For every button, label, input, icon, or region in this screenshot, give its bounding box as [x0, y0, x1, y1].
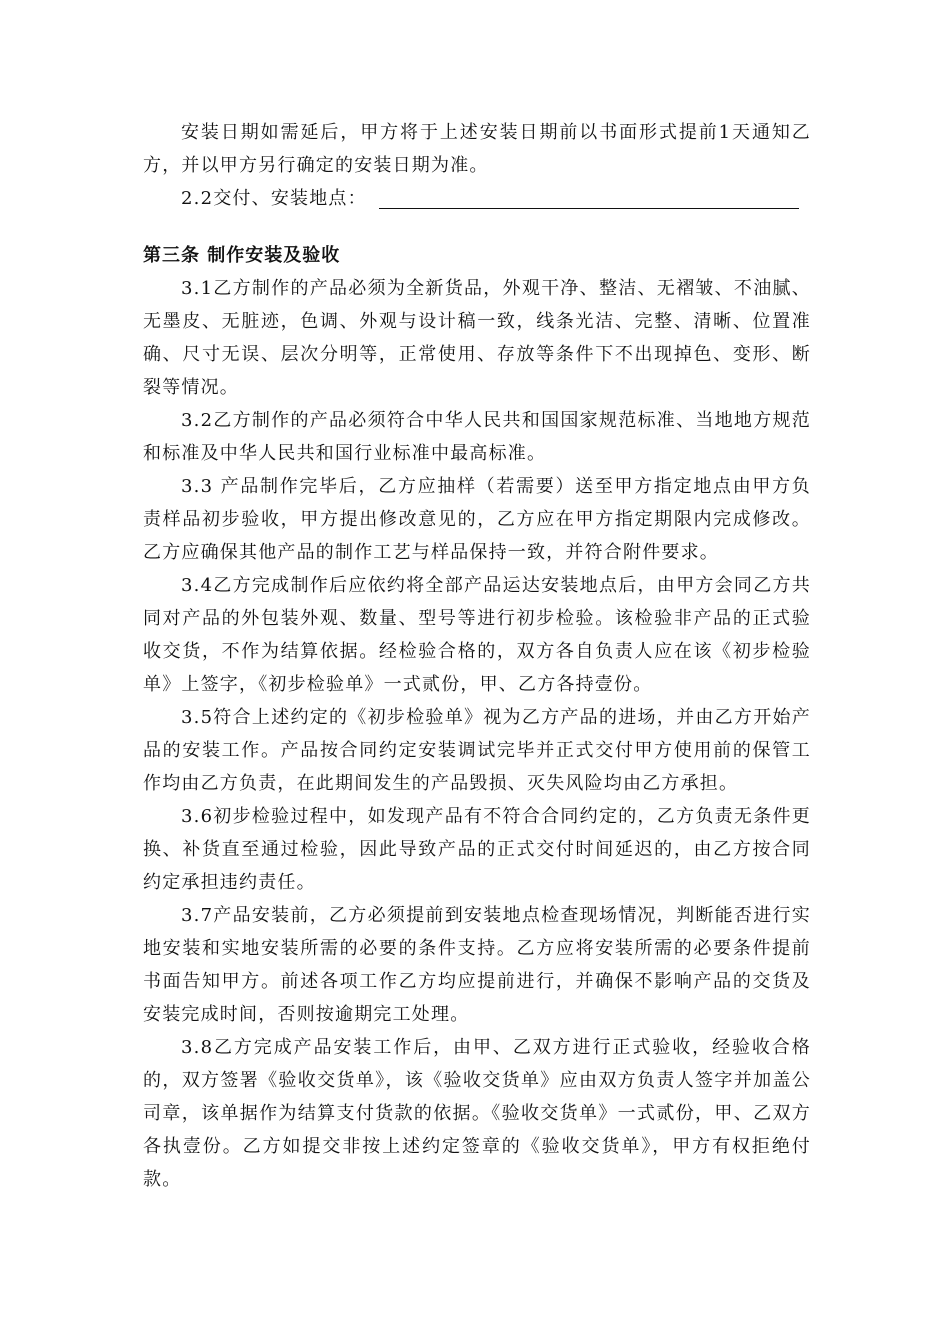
- article-3-heading: 第三条 制作安装及验收: [143, 245, 341, 266]
- clause-3-8: 3.8乙方完成产品安装工作后，由甲、乙双方进行正式验收，经验收合格的，双方签署《验收交货单》，该《验收交货单》应由双方负责人签字并加盖公司章，该单据作为结算支付货款的依据。《验收交货单》一式贰份，甲、乙双方各执壹份。乙方如提交非按上述约定签章的《验收交货单》，甲方有权拒绝付款。: [143, 1037, 811, 1190]
- clause-3-7: 3.7产品安装前，乙方必须提前到安装地点检查现场情况，判断能否进行实地安装和实地安装所需的必要的条件支持。乙方应将安装所需的必要条件提前书面告知甲方。前述各项工作乙方均应提前进行，并确保不影响产品的交货及安装完成时间，否则按逾期完工处理。: [143, 905, 811, 1025]
- document-page: [143, 116, 811, 1196]
- location-label: 2.2交付、安装地点：: [181, 188, 367, 209]
- clause-3-5: 3.5符合上述约定的《初步检验单》视为乙方产品的进场，并由乙方开始产品的安装工作。产品按合同约定安装调试完毕并正式交付甲方使用前的保管工作均由乙方负责，在此期间发生的产品毁损、灭失风险均由乙方承担。: [143, 707, 811, 794]
- clause-3-6: 3.6初步检验过程中，如发现产品有不符合合同约定的，乙方负责无条件更换、补货直至通过检验，因此导致产品的正式交付时间延迟的，由乙方按合同约定承担违约责任。: [143, 806, 811, 893]
- location-row: [143, 182, 811, 215]
- location-blank-line[interactable]: [379, 186, 799, 209]
- delay-paragraph: 安装日期如需延后，甲方将于上述安装日期前以书面形式提前1天通知乙方，并以甲方另行确定的安装日期为准。: [143, 122, 811, 176]
- clause-3-3: 3.3 产品制作完毕后，乙方应抽样（若需要）送至甲方指定地点由甲方负责样品初步验收，甲方提出修改意见的，乙方应在甲方指定期限内完成修改。乙方应确保其他产品的制作工艺与样品保持一致，并符合附件要求。: [143, 476, 811, 563]
- clause-3-4: 3.4乙方完成制作后应依约将全部产品运达安装地点后，由甲方会同乙方共同对产品的外包装外观、数量、型号等进行初步检验。该检验非产品的正式验收交货，不作为结算依据。经检验合格的，双方各自负责人应在该《初步检验单》上签字，《初步检验单》一式贰份，甲、乙方各持壹份。: [143, 575, 811, 695]
- clause-3-2: 3.2乙方制作的产品必须符合中华人民共和国国家规范标准、当地地方规范和标准及中华人民共和国行业标准中最高标准。: [143, 410, 811, 464]
- clause-3-1: 3.1乙方制作的产品必须为全新货品，外观干净、整洁、无褶皱、不油腻、无墨皮、无脏迹，色调、外观与设计稿一致，线条光洁、完整、清晰、位置准确、尺寸无误、层次分明等，正常使用、存放等条件下不出现掉色、变形、断裂等情况。: [143, 278, 811, 398]
